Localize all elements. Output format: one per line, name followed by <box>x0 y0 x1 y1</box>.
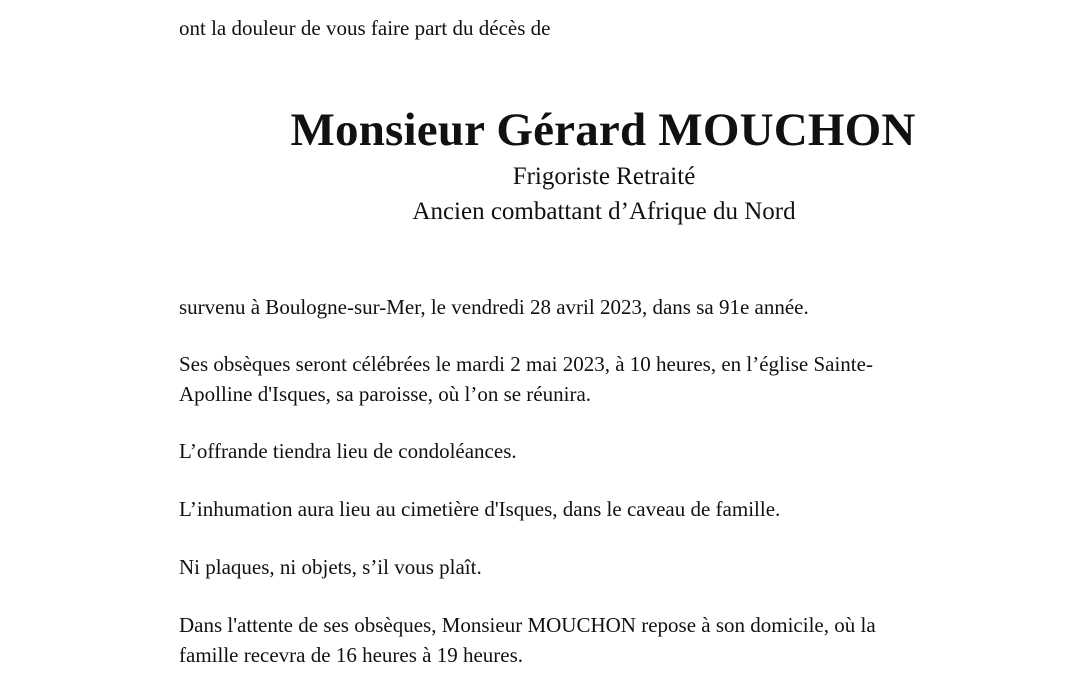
no-plaques-text: Ni plaques, ni objets, s’il vous plaît. <box>179 555 482 579</box>
intro-text: ont la douleur de vous faire part du décès de <box>179 16 551 40</box>
funeral-text-line-1: Ses obsèques seront célébrées le mardi 2 mai 2023, à 10 heures, en l’église Sainte- <box>179 352 873 376</box>
deceased-name: Monsieur Gérard MOUCHON <box>290 104 916 156</box>
rest-text-line-2: famille recevra de 16 heures à 19 heures. <box>179 643 523 667</box>
death-announcement: survenu à Boulogne-sur-Mer, le vendredi 28 avril 2023, dans sa 91e année. <box>179 295 809 319</box>
burial-text: L’inhumation aura lieu au cimetière d'Isques, dans le caveau de famille. <box>179 497 781 521</box>
deceased-profession: Frigoriste Retraité <box>512 163 696 190</box>
deceased-veteran-status: Ancien combattant d’Afrique du Nord <box>412 198 796 225</box>
funeral-text-line-2: Apolline d'Isques, sa paroisse, où l’on se réunira. <box>179 382 592 406</box>
offering-text: L’offrande tiendra lieu de condoléances. <box>179 439 517 463</box>
rest-text-line-1: Dans l'attente de ses obsèques, Monsieur MOUCHON repose à son domicile, où la <box>179 613 876 637</box>
